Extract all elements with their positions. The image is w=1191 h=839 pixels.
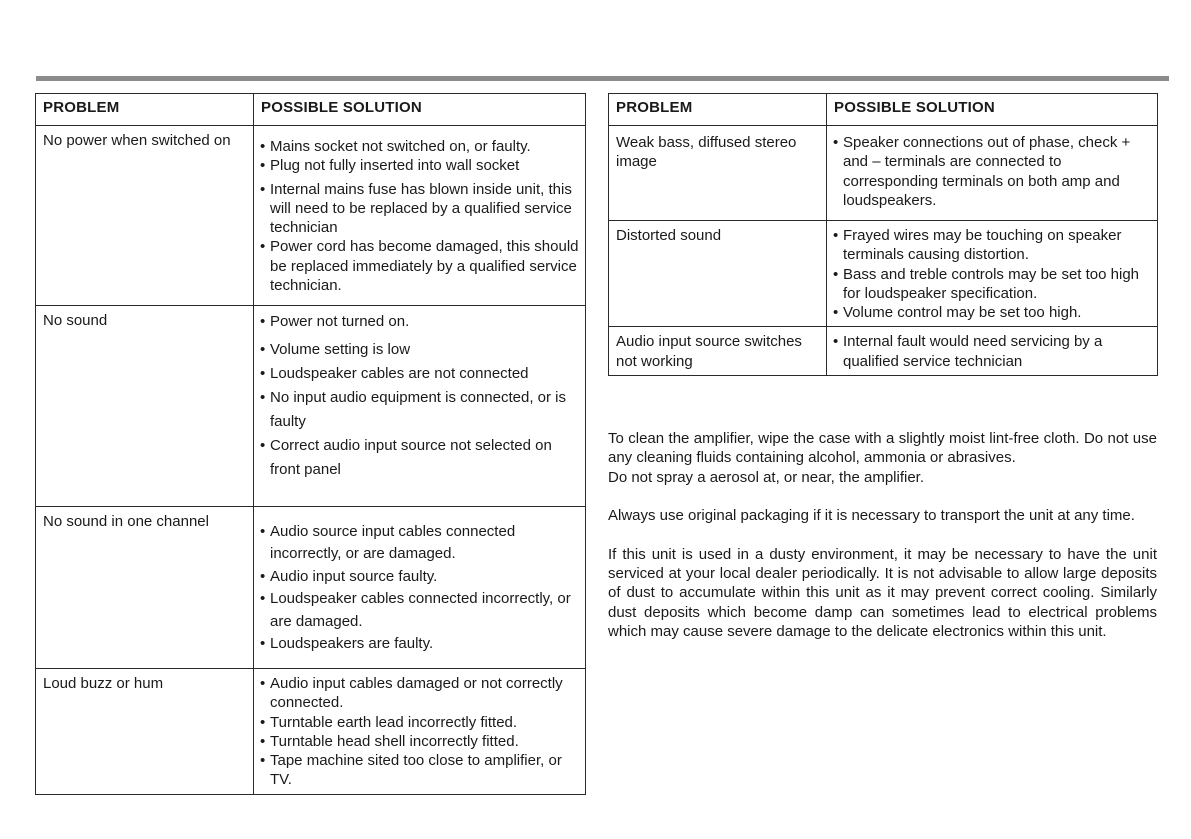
solution-item: • Internal fault would need servicing by a qualified service technician	[833, 332, 1151, 371]
problem-cell: No sound in one channel	[36, 507, 254, 669]
problem-header: PROBLEM	[36, 94, 254, 126]
care-instructions	[608, 429, 1157, 661]
solution-item: • Loudspeaker cables are not connected	[260, 362, 579, 386]
solution-item: • Bass and treble controls may be set too high for loudspeaker specification.	[833, 265, 1151, 304]
solution-item: • Frayed wires may be touching on speaker terminals causing distortion.	[833, 226, 1151, 265]
solution-cell	[254, 669, 586, 795]
problem-cell: Loud buzz or hum	[36, 669, 254, 795]
packaging-paragraph: Always use original packaging if it is necessary to transport the unit at any time.	[608, 507, 1135, 525]
solution-item: • Speaker connections out of phase, check + and – terminals are connected to corresponding terminals on both amp and loudspeakers.	[833, 133, 1151, 210]
troubleshooting-table-right	[608, 93, 1158, 376]
solution-cell	[827, 221, 1158, 327]
solution-item: • Audio input source faulty.	[260, 566, 579, 588]
table-row	[36, 669, 586, 795]
solution-item: • Plug not fully inserted into wall socket	[260, 156, 579, 175]
table-row	[609, 221, 1158, 327]
solution-item: • Power cord has become damaged, this should be replaced immediately by a qualified service technician.	[260, 237, 579, 295]
problem-cell: No power when switched on	[36, 126, 254, 306]
cleaning-text: To clean the amplifier, wipe the case with a slightly moist lint-free cloth. Do not use any cleaning fluids containing alcohol, ammonia or abrasives.	[608, 430, 1157, 467]
solution-item: • Correct audio input source not selected on front panel	[260, 434, 579, 482]
table-header-row	[609, 94, 1158, 126]
solution-cell	[254, 306, 586, 507]
solution-header: POSSIBLE SOLUTION	[254, 94, 586, 126]
solution-header: POSSIBLE SOLUTION	[827, 94, 1158, 126]
solution-item: • Audio input cables damaged or not correctly connected.	[260, 674, 579, 713]
problem-header: PROBLEM	[609, 94, 827, 126]
dust-paragraph: If this unit is used in a dusty environment, it may be necessary to have the unit serviced at your local dealer periodically. It is not advisable to allow large deposits of dust to accumulate within this unit as it may prevent correct cooling. Similarly dust deposits which become damp can sometimes lead to electrical problems which may cause severe damage to the delicate electronics within this unit.	[608, 545, 1157, 640]
solution-cell	[254, 126, 586, 306]
table-header-row	[36, 94, 586, 126]
solution-item: • Loudspeaker cables connected incorrectly, or are damaged.	[260, 588, 579, 633]
solution-item: • Loudspeakers are faulty.	[260, 633, 579, 655]
header-rule	[36, 76, 1169, 81]
solution-item: • No input audio equipment is connected, or is faulty	[260, 386, 579, 434]
solution-cell	[827, 327, 1158, 376]
problem-cell: No sound	[36, 306, 254, 507]
solution-item: • Turntable head shell incorrectly fitted.	[260, 732, 579, 751]
table-row	[36, 126, 586, 306]
table-row	[36, 507, 586, 669]
solution-item: • Power not turned on.	[260, 310, 579, 334]
solution-item: • Audio source input cables connected incorrectly, or are damaged.	[260, 521, 579, 566]
solution-item: • Internal mains fuse has blown inside unit, this will need to be replaced by a qualified service technician	[260, 180, 579, 238]
cleaning-paragraph	[608, 429, 1157, 487]
problem-cell: Distorted sound	[609, 221, 827, 327]
solution-item: • Mains socket not switched on, or faulty.	[260, 137, 579, 156]
problem-cell: Audio input source switches not working	[609, 327, 827, 376]
table-row	[609, 126, 1158, 221]
solution-item: • Volume control may be set too high.	[833, 303, 1151, 322]
solution-item: • Turntable earth lead incorrectly fitted.	[260, 713, 579, 732]
troubleshooting-table-left	[35, 93, 586, 795]
table-row	[609, 327, 1158, 376]
aerosol-text: Do not spray a aerosol at, or near, the amplifier.	[608, 468, 925, 486]
solution-item: • Volume setting is low	[260, 338, 579, 362]
table-row	[36, 306, 586, 507]
solution-cell	[827, 126, 1158, 221]
problem-cell: Weak bass, diffused stereo image	[609, 126, 827, 221]
solution-item: • Tape machine sited too close to amplifier, or TV.	[260, 751, 579, 790]
solution-cell	[254, 507, 586, 669]
